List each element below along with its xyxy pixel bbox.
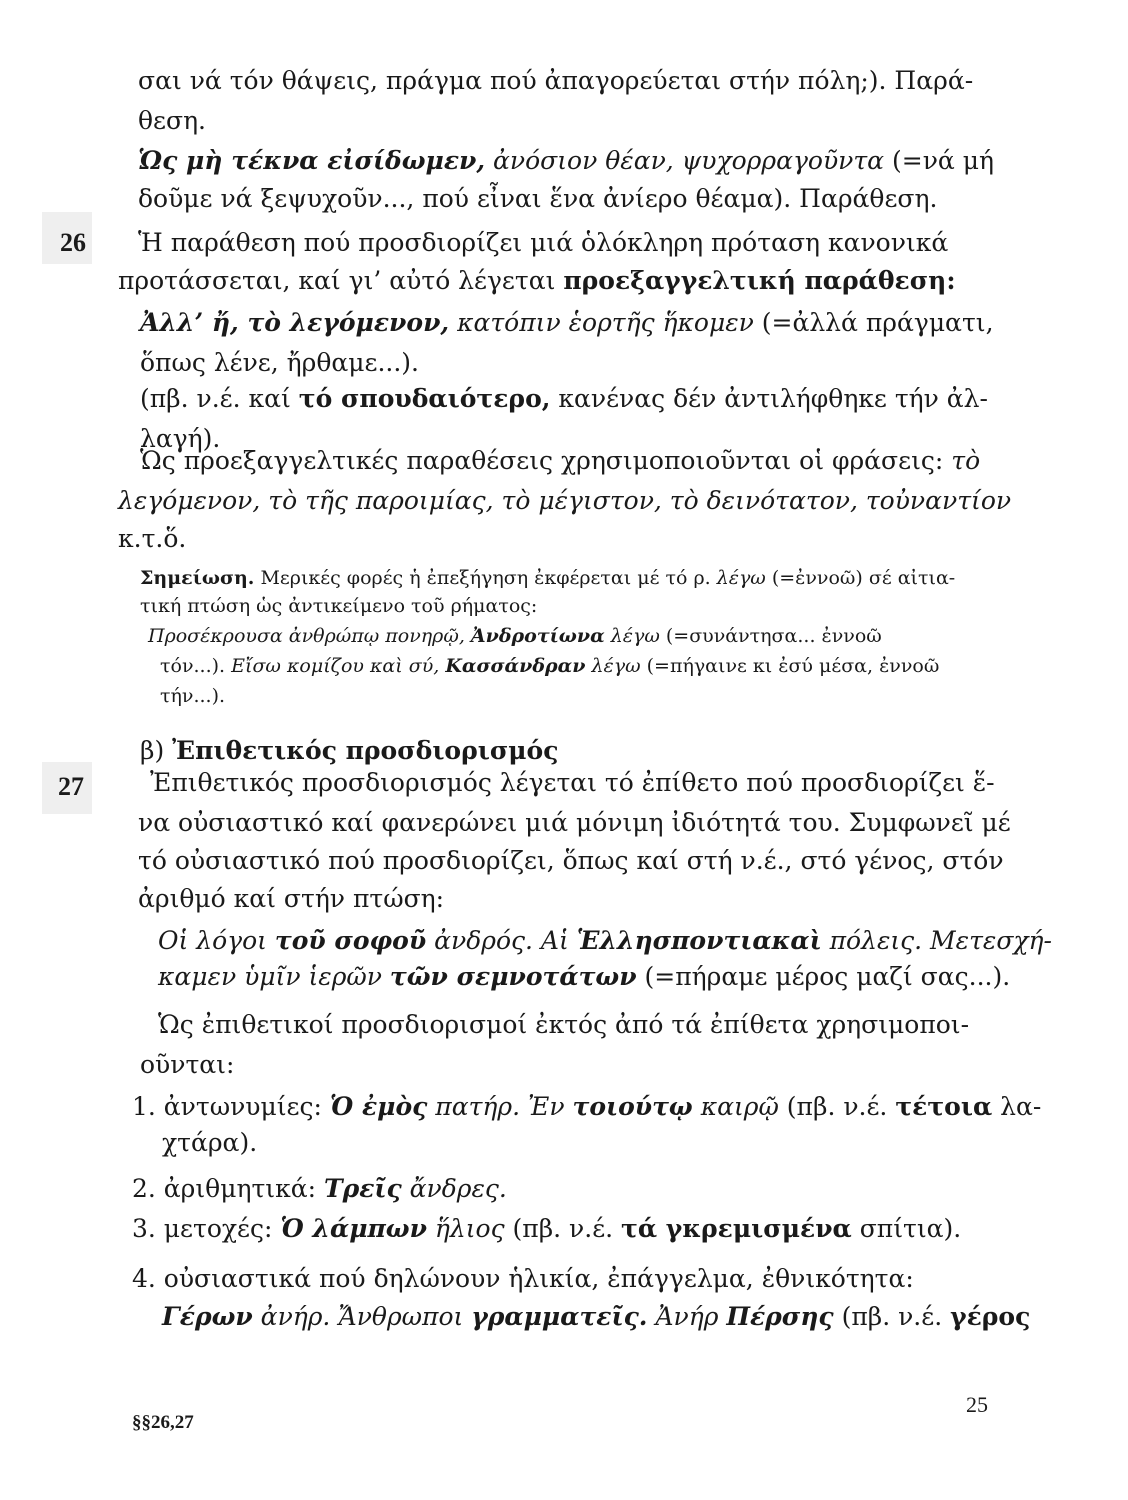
list-item-continuation: χτάρα).: [162, 1128, 258, 1157]
section-number-26: 26: [60, 228, 86, 257]
text-line: σαι νά τόν θάψεις, πράγμα πού ἀπαγορεύεται στήν πόλη;). Παρά-: [138, 66, 974, 95]
text-line: κ.τ.ὅ.: [118, 524, 187, 553]
example-line: Ὡς μὴ τέκνα εἰσίδωμεν, ἀνόσιον θέαν, ψυχορραγοῦντα (=νά μή: [138, 146, 994, 175]
text-line: Ὡς προεξαγγελτικές παραθέσεις χρησιμοποιοῦνται οἱ φράσεις: τὸ: [140, 446, 981, 475]
section-number-27: 27: [58, 772, 84, 801]
example-line: Γέρων ἀνήρ. Ἄνθρωποι γραμματεῖς. Ἀνήρ Πέρσης (πβ. ν.έ. γέρος: [162, 1302, 1031, 1331]
note-line: Προσέκρουσα ἀνθρώπῳ πονηρῷ, Ἀνδροτίωνα λέγω (=συνάντησα... ἐννοῶ: [148, 625, 882, 647]
text-line: (πβ. ν.έ. καί τό σπουδαιότερο, κανένας δέν ἀντιλήφθηκε τήν ἀλ-: [140, 384, 988, 413]
example-line: Ἀλλ’ ἤ, τὸ λεγόμενον, κατόπιν ἑορτῆς ἥκομεν (=ἀλλά πράγματι,: [140, 308, 994, 337]
text-line: να οὐσιαστικό καί φανερώνει μιά μόνιμη ἰδιότητά του. Συμφωνεῖ μέ: [138, 808, 1011, 837]
text-line: Ὡς ἐπιθετικοί προσδιορισμοί ἐκτός ἀπό τά ἐπίθετα χρησιμοποι-: [158, 1010, 970, 1039]
list-item: 1. ἀντωνυμίες: Ὁ ἐμὸς πατήρ. Ἐν τοιούτῳ καιρῷ (πβ. ν.έ. τέτοια λα-: [132, 1092, 1042, 1121]
text-line: Ἐπιθετικός προσδιορισμός λέγεται τό ἐπίθετο πού προσδιορίζει ἕ-: [150, 768, 995, 797]
example-line: λεγόμενον, τὸ τῆς παροιμίας, τὸ μέγιστον, τὸ δεινότατον, τοὐναντίον: [118, 486, 1012, 515]
text-line: λαγή).: [140, 424, 221, 453]
text-line: ἀριθμό καί στήν πτώση:: [138, 884, 445, 913]
text-line: τό οὐσιαστικό πού προσδιορίζει, ὅπως καί στή ν.έ., στό γένος, στόν: [138, 846, 1004, 875]
text-line: Ἡ παράθεση πού προσδιορίζει μιά ὁλόκληρη πρόταση κανονικά: [138, 228, 949, 257]
list-item: 2. ἀριθμητικά: Τρεῖς ἄνδρες.: [132, 1174, 507, 1203]
list-item: 4. οὐσιαστικά πού δηλώνουν ἡλικία, ἐπάγγελμα, ἐθνικότητα:: [132, 1264, 914, 1293]
text-line: θεση.: [138, 106, 206, 135]
note-line: Σημείωση. Μερικές φορές ἡ ἐπεξήγηση ἐκφέρεται μέ τό ρ. λέγω (=ἐννοῶ) σέ αἰτια-: [140, 567, 956, 589]
text-line: προτάσσεται, καί γι’ αὐτό λέγεται προεξαγγελτική παράθεση:: [118, 266, 956, 295]
note-line: τόν...). Εἴσω κομίζου καὶ σύ, Κασσάνδραν λέγω (=πήγαινε κι ἐσύ μέσα, ἐννοῶ: [160, 655, 940, 677]
example-line: καμεν ὑμῖν ἱερῶν τῶν σεμνοτάτων (=πήραμε μέρος μαζί σας...).: [158, 962, 1011, 991]
list-item: 3. μετοχές: Ὁ λάμπων ἥλιος (πβ. ν.έ. τά γκρεμισμένα σπίτια).: [132, 1214, 962, 1243]
section-heading: β) Ἐπιθετικός προσδιορισμός: [140, 736, 559, 765]
footer-section-reference: §§26,27: [132, 1412, 194, 1433]
example-line: Οἱ λόγοι τοῦ σοφοῦ ἀνδρός. Αἱ Ἑλλησποντιακαὶ πόλεις. Μετεσχή-: [158, 926, 1052, 955]
page-number: 25: [966, 1392, 988, 1417]
note-line: τήν...).: [160, 685, 226, 707]
text-line: δοῦμε νά ξεψυχοῦν..., πού εἶναι ἕνα ἀνίερο θέαμα). Παράθεση.: [138, 184, 938, 213]
text-line: ὅπως λένε, ἤρθαμε...).: [140, 348, 420, 377]
text-line: οῦνται:: [140, 1050, 235, 1079]
note-line: τική πτώση ὡς ἀντικείμενο τοῦ ρήματος:: [140, 595, 538, 617]
